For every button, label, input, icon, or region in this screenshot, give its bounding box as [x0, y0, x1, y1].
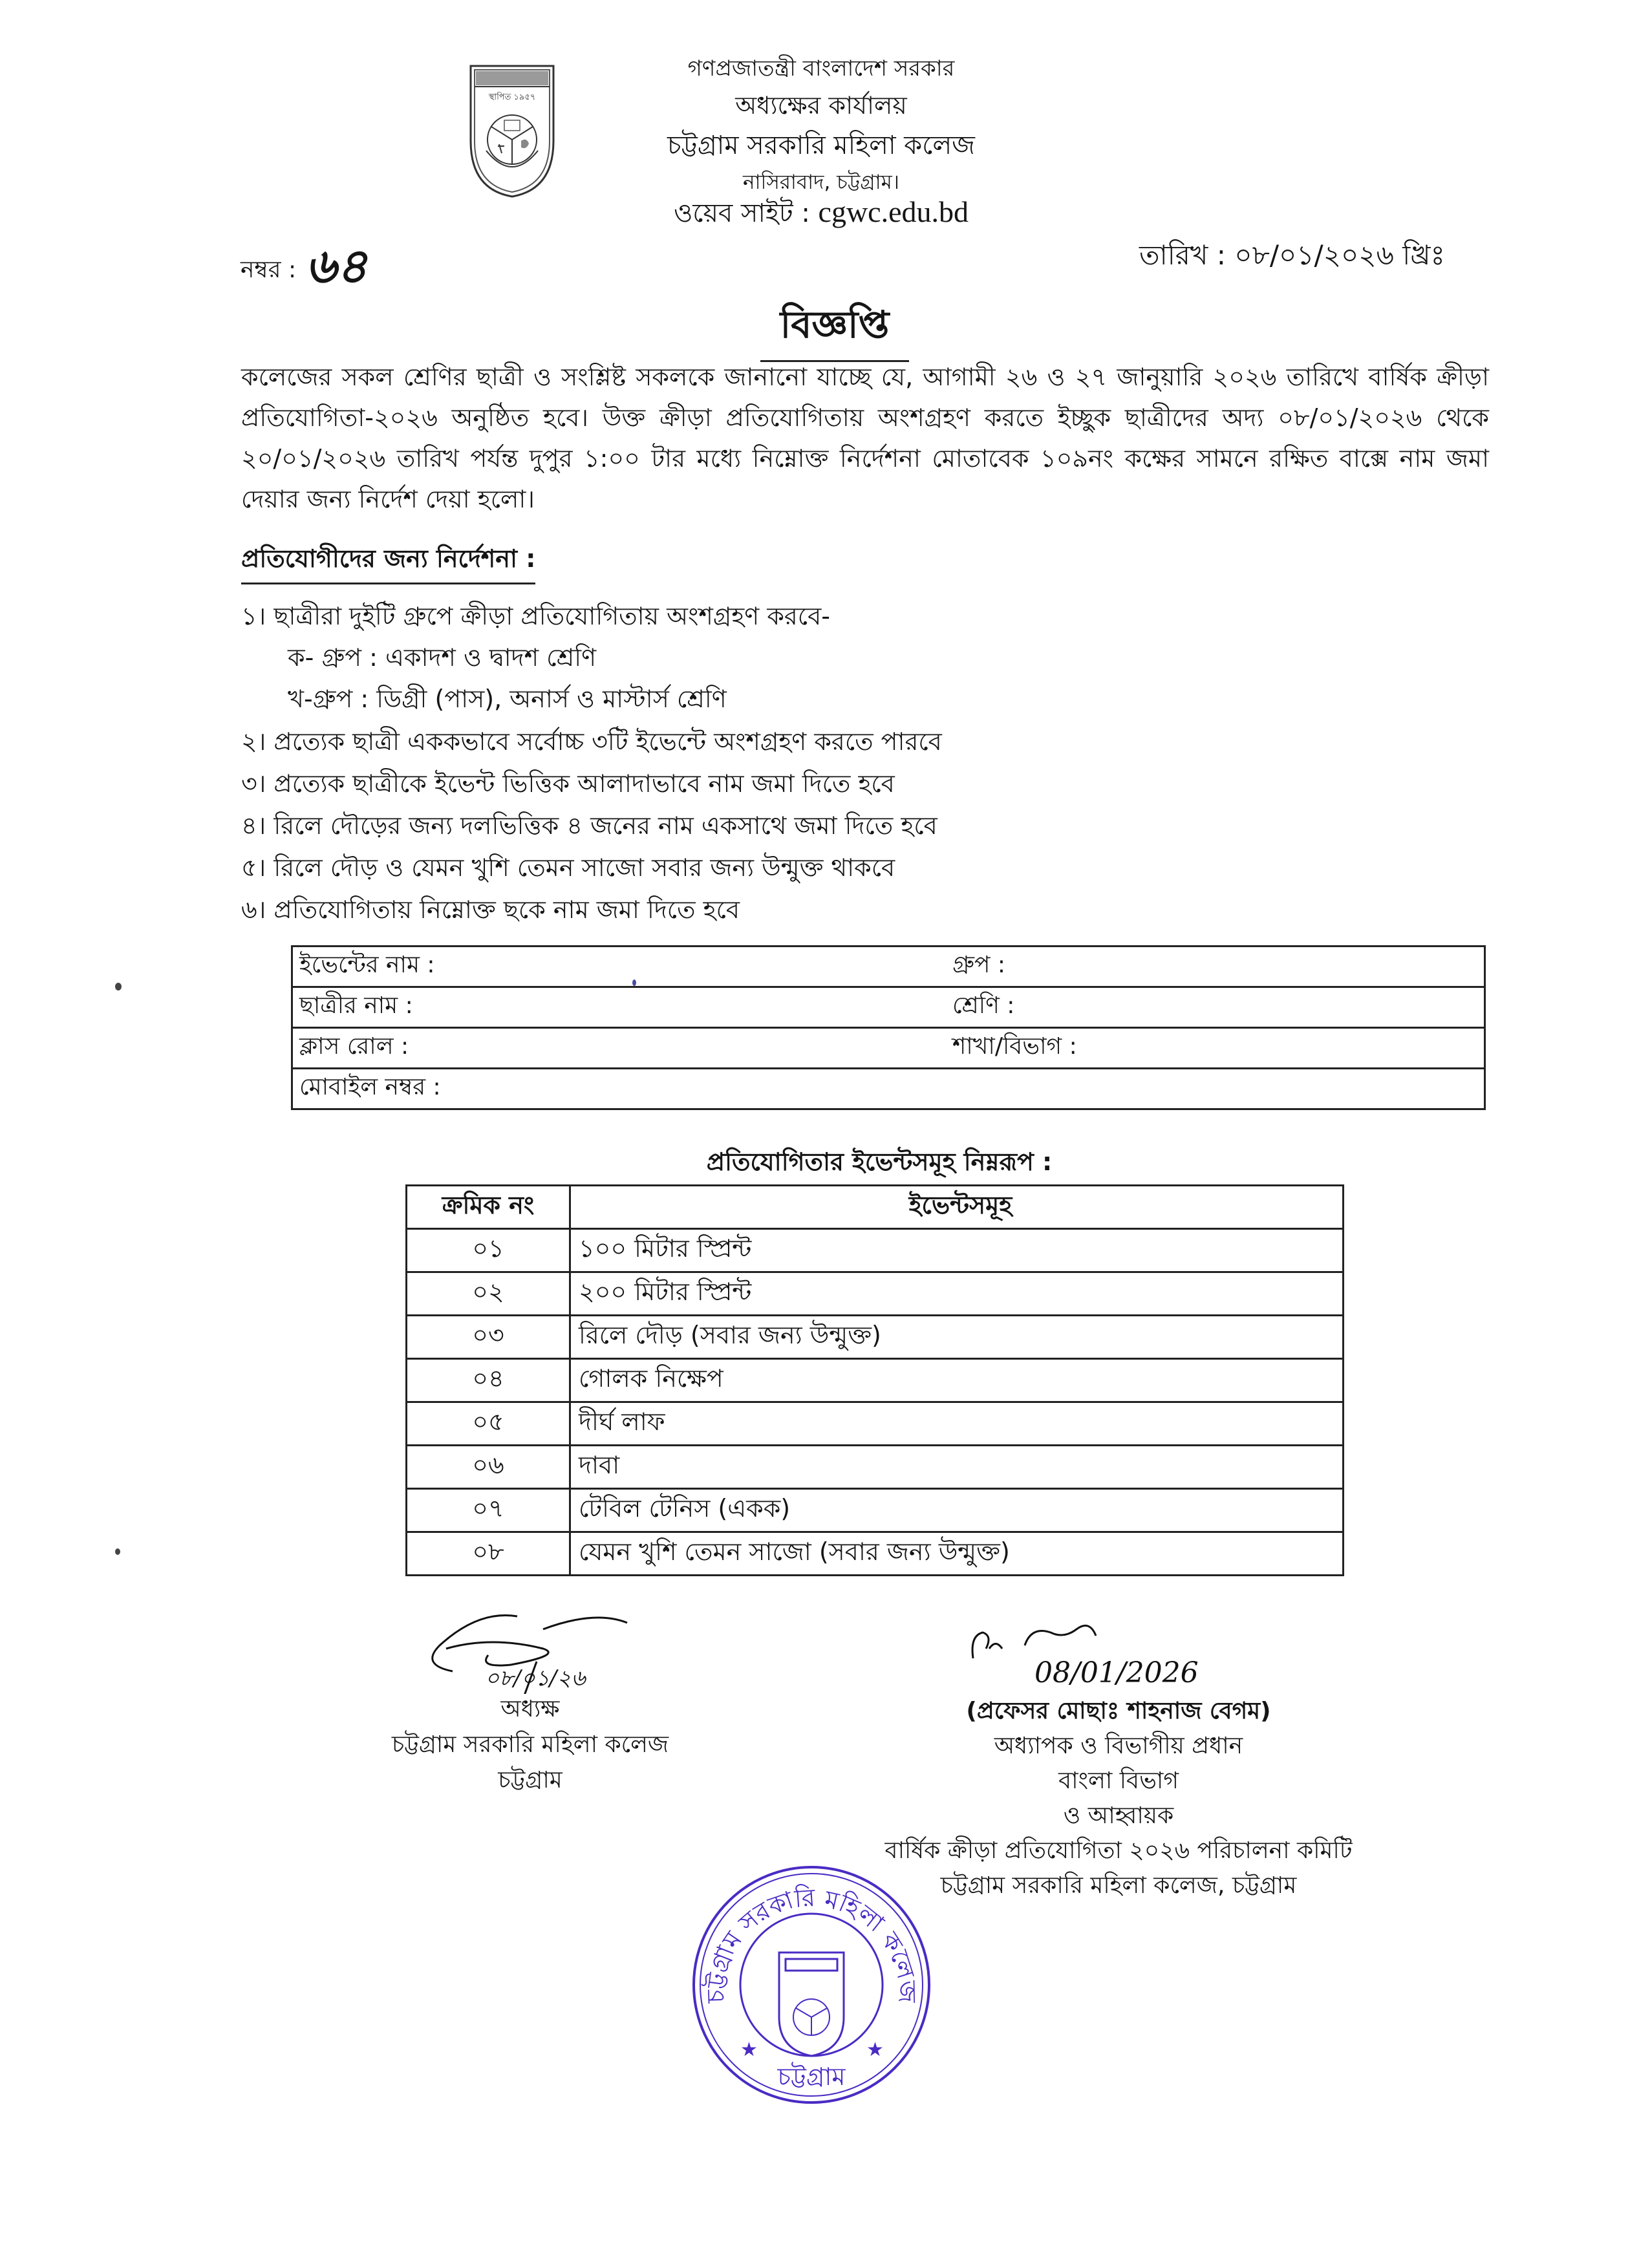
event-serial: ০৬	[407, 1446, 570, 1489]
form-field-class[interactable]: শ্রেণি :	[946, 987, 1485, 1028]
form-field-section-department[interactable]: শাখা/বিভাগ :	[946, 1028, 1485, 1069]
notice-paragraph: কলেজের সকল শ্রেণির ছাত্রী ও সংশ্লিষ্ট সকলকে জানানো যাচ্ছে যে, আগামী ২৬ ও ২৭ জানুয়ারি ২০২৬ তারিখে বার্ষিক ক্রীড়া প্রতিযোগিতা-২০২৬ অনুষ্ঠিত হবে। উক্ত ক্রীড়া প্রতিযোগিতায় অংশগ্রহণ করতে ইচ্ছুক ছাত্রীদের অদ্য ০৮/০১/২০২৬ থেকে ২০/০১/২০২৬ তারিখ পর্যন্ত দুপুর ১:০০ টার মধ্যে নিম্নোক্ত নির্দেশনা মোতাবেক ১০৯নং কক্ষের সামনে রক্ষিত বাক্সে নাম জমা দেয়ার জন্য নির্দেশ দেয়া হলো।	[241, 363, 1489, 513]
event-name: রিলে দৌড় (সবার জন্য উন্মুক্ত)	[570, 1316, 1344, 1359]
instruction-item: ৩। প্রত্যেক ছাত্রীকে ইভেন্ট ভিত্তিক আলাদাভাবে নাম জমা দিতে হবে	[241, 769, 895, 798]
events-table	[405, 1184, 1344, 1576]
website-label: ওয়েব সাইট :	[673, 198, 810, 228]
header-office: অধ্যক্ষের কার্যালয়	[735, 91, 907, 120]
stamp-ring-text: চট্টগ্রাম সরকারি মহিলা কলেজ	[701, 1883, 922, 2004]
convener-name: (প্রফেসর মোছাঃ শাহনাজ বেগম)	[966, 1698, 1271, 1724]
group-item: খ-গ্রুপ : ডিগ্রী (পাস), অনার্স ও মাস্টার্স শ্রেণি	[288, 685, 727, 713]
website-url[interactable]: cgwc.edu.bd	[818, 195, 969, 228]
convener-college: চট্টগ্রাম সরকারি মহিলা কলেজ, চট্টগ্রাম	[940, 1872, 1297, 1899]
principal-college: চট্টগ্রাম সরকারি মহিলা কলেজ	[391, 1731, 669, 1758]
instructions-heading: প্রতিযোগীদের জন্য নির্দেশনা :	[241, 540, 535, 584]
table-row	[407, 1446, 1344, 1489]
registration-form-table	[291, 945, 1486, 1110]
form-field-student-name[interactable]: ছাত্রীর নাম :	[292, 987, 947, 1028]
group-item: ক- গ্রুপ : একাদশ ও দ্বাদশ শ্রেণি	[288, 643, 597, 672]
instruction-item: ৬। প্রতিযোগিতায় নিম্নোক্ত ছকে নাম জমা দিতে হবে	[241, 895, 740, 924]
memo-date-value: ০৮/০১/২০২৬ খ্রিঃ	[1234, 239, 1445, 271]
scan-speck	[115, 1548, 120, 1555]
memo-number-label: নম্বর :	[241, 257, 297, 283]
column-header-events: ইভেন্টসমূহ	[570, 1186, 1344, 1229]
memo-number	[241, 230, 367, 310]
stamp-bottom-text: চট্টগ্রাম	[777, 2062, 846, 2091]
event-name: টেবিল টেনিস (একক)	[570, 1489, 1344, 1532]
event-serial: ০৮	[407, 1532, 570, 1576]
convener-department: বাংলা বিভাগ	[1058, 1768, 1179, 1794]
column-header-serial: ক্রমিক নং	[407, 1186, 570, 1229]
table-row	[407, 1229, 1344, 1272]
official-stamp	[689, 1862, 934, 2108]
event-name: ১০০ মিটার স্প্রিন্ট	[570, 1229, 1344, 1272]
event-name: দাবা	[570, 1446, 1344, 1489]
table-row	[407, 1402, 1344, 1446]
table-row	[407, 1359, 1344, 1402]
official-seal-icon	[689, 1862, 934, 2108]
table-row	[407, 1316, 1344, 1359]
event-serial: ০৫	[407, 1402, 570, 1446]
form-field-group[interactable]: গ্রুপ :	[946, 947, 1485, 987]
notice-title: বিজ্ঞপ্তি	[760, 296, 909, 362]
event-name: ২০০ মিটার স্প্রিন্ট	[570, 1272, 1344, 1316]
header-government: গণপ্রজাতন্ত্রী বাংলাদেশ সরকার	[687, 56, 955, 81]
stamp-star-icon: ★	[866, 2038, 884, 2061]
scan-speck	[115, 983, 122, 990]
memo-date-label: তারিখ :	[1139, 239, 1226, 271]
table-row	[407, 1532, 1344, 1576]
event-name: দীর্ঘ লাফ	[570, 1402, 1344, 1446]
form-row	[292, 1028, 1485, 1069]
event-serial: ০৪	[407, 1359, 570, 1402]
stamp-star-icon: ★	[740, 2038, 758, 2061]
instruction-item: ৪। রিলে দৌড়ের জন্য দলভিত্তিক ৪ জনের নাম একসাথে জমা দিতে হবে	[241, 811, 938, 840]
principal-city: চট্টগ্রাম	[498, 1767, 562, 1793]
principal-designation: অধ্যক্ষ	[500, 1696, 560, 1722]
form-field-event-name[interactable]: ইভেন্টের নাম :	[292, 947, 947, 987]
table-row	[407, 1272, 1344, 1316]
instruction-item: ১। ছাত্রীরা দুইটি গ্রুপে ক্রীড়া প্রতিযোগিতায় অংশগ্রহণ করবে-	[241, 602, 830, 630]
event-name: গোলক নিক্ষেপ	[570, 1359, 1344, 1402]
header-website	[498, 193, 1144, 236]
convener-signature-date: 08/01/2026	[1034, 1656, 1199, 1689]
form-row	[292, 947, 1485, 987]
events-table-header	[407, 1186, 1344, 1229]
event-serial: ০১	[407, 1229, 570, 1272]
form-field-mobile-number[interactable]: মোবাইল নম্বর :	[292, 1069, 947, 1109]
events-heading: প্রতিযোগিতার ইভেন্টসমূহ নিম্নরূপ :	[706, 1148, 1053, 1176]
event-name: যেমন খুশি তেমন সাজো (সবার জন্য উন্মুক্ত)	[570, 1532, 1344, 1576]
form-field-empty	[946, 1069, 1485, 1109]
memo-date	[1139, 234, 1445, 280]
convener-designation: অধ্যাপক ও বিভাগীয় প্রধান	[994, 1733, 1243, 1759]
header-college-name: চট্টগ্রাম সরকারি মহিলা কলেজ	[667, 131, 975, 160]
convener-committee: বার্ষিক ক্রীড়া প্রতিযোগিতা ২০২৬ পরিচালনা কমিটি	[884, 1837, 1353, 1864]
memo-number-value: ৬৪	[305, 239, 368, 294]
form-row	[292, 987, 1485, 1028]
form-row	[292, 1069, 1485, 1109]
form-field-class-roll[interactable]: ক্লাস রোল :	[292, 1028, 947, 1069]
principal-signature-date: ০৮/০১/২৬	[485, 1665, 586, 1691]
scan-speck	[632, 979, 636, 986]
table-row	[407, 1489, 1344, 1532]
header-address: নাসিরাবাদ, চট্টগ্রাম।	[743, 171, 899, 194]
instruction-item: ২। প্রত্যেক ছাত্রী এককভাবে সর্বোচ্চ ৩টি ইভেন্টে অংশগ্রহণ করতে পারবে	[241, 727, 942, 756]
convener-role: ও আহ্বায়ক	[1063, 1803, 1174, 1829]
event-serial: ০২	[407, 1272, 570, 1316]
instruction-item: ৫। রিলে দৌড় ও যেমন খুশি তেমন সাজো সবার জন্য উন্মুক্ত থাকবে	[241, 853, 895, 882]
event-serial: ০৩	[407, 1316, 570, 1359]
convener-signature-icon	[841, 1597, 1397, 1662]
logo-established: স্থাপিত ১৯৫৭	[488, 92, 536, 102]
event-serial: ০৭	[407, 1489, 570, 1532]
